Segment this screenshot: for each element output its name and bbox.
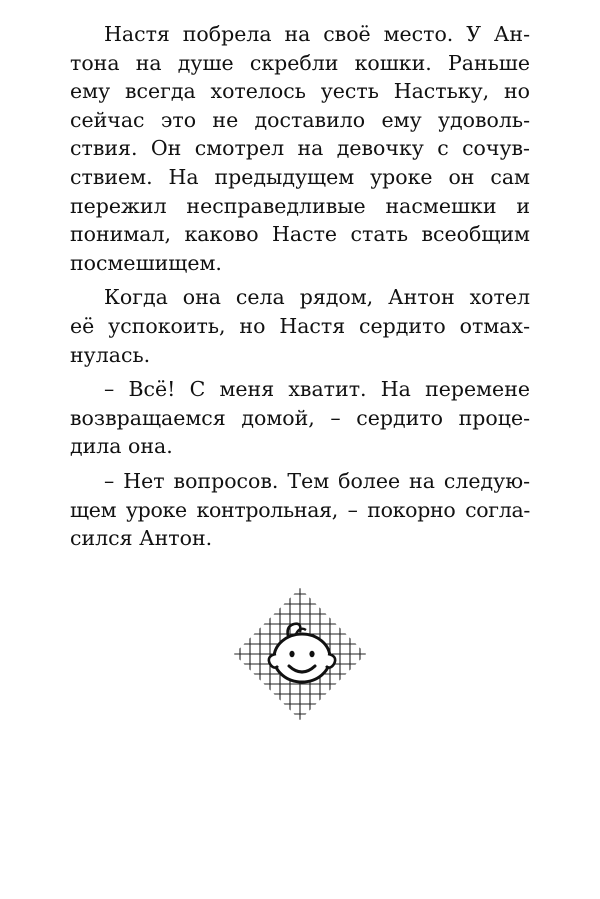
text-line: – Всё! С меня хватит. На перемене xyxy=(104,377,530,402)
text-line: щем уроке контрольная, – покорно согла- xyxy=(70,497,530,522)
text-line: ствия. Он смотрел на девочку с сочув- xyxy=(70,136,530,161)
text-line: нулась. xyxy=(70,342,151,367)
text-line: – Нет вопросов. Тем более на следую- xyxy=(104,468,530,493)
text-line: посмешищем. xyxy=(70,250,222,275)
paragraph-4 xyxy=(70,467,530,553)
face-drawing xyxy=(269,624,335,682)
paragraph-3 xyxy=(70,375,530,461)
text-line: сейчас это не доставило ему удоволь- xyxy=(70,107,530,132)
text-line: понимал, каково Насте стать всеобщим xyxy=(70,222,530,247)
paragraph-1 xyxy=(70,20,530,277)
text-line: ствием. На предыдущем уроке он сам xyxy=(70,164,530,189)
smiling-boy-face-on-grid-icon xyxy=(232,586,368,722)
text-line: её успокоить, но Настя сердито отмах- xyxy=(70,313,530,338)
text-line: дила она. xyxy=(70,434,173,459)
text-line: сился Антон. xyxy=(70,526,213,551)
text-line: возвращаемся домой, – сердито проце- xyxy=(70,405,530,430)
text-line: Настя побрела на своё место. У Ан- xyxy=(104,22,530,46)
text-line: тона на душе скребли кошки. Раньше xyxy=(70,50,530,75)
book-page xyxy=(70,20,530,555)
paragraph-2 xyxy=(70,283,530,369)
text-line: пережил несправедливые насмешки и xyxy=(70,193,530,218)
text-line: ему всегда хотелось уесть Настьку, но xyxy=(70,79,530,104)
text-line: Когда она села рядом, Антон хотел xyxy=(104,285,530,310)
